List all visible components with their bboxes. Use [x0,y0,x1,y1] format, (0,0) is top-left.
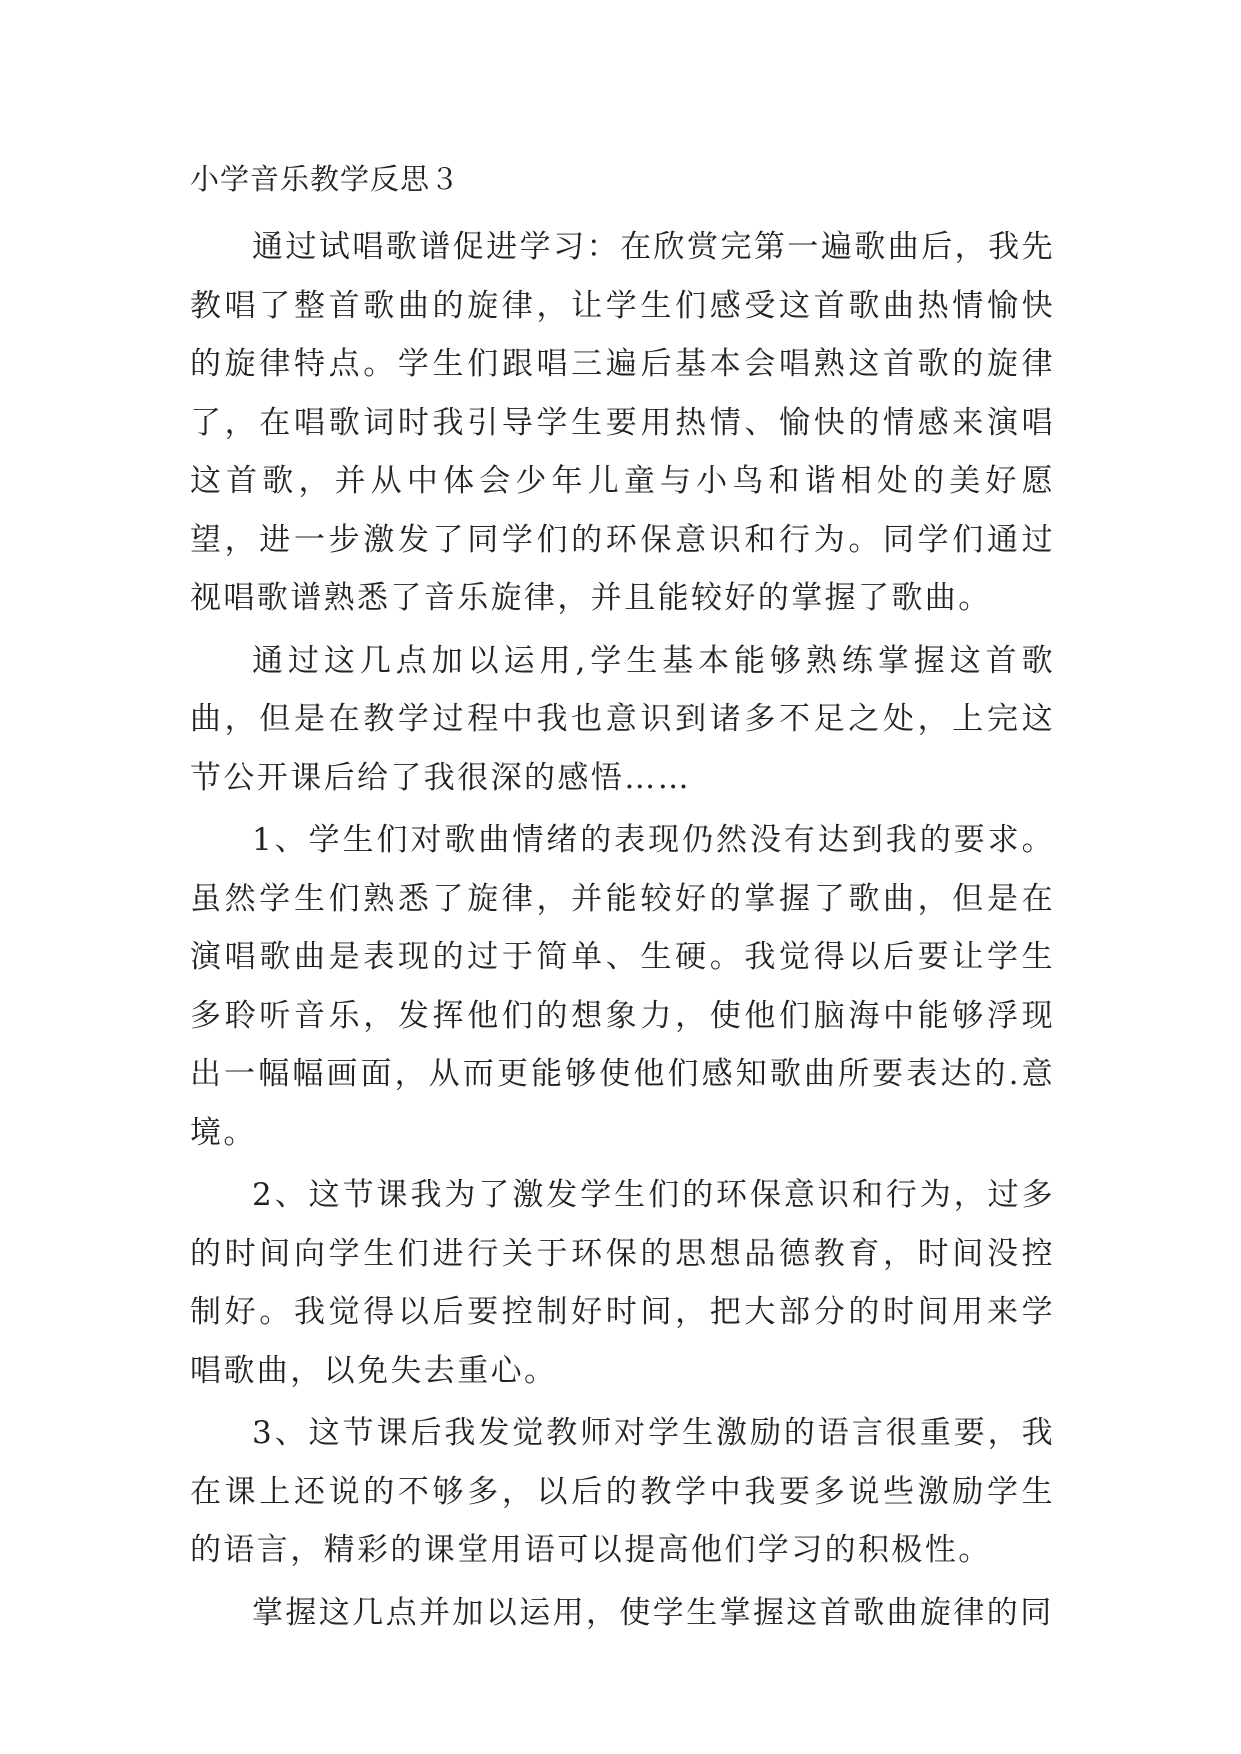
paragraph-5: 3、这节课后我发觉教师对学生激励的语言很重要，我在课上还说的不够多，以后的教学中我要多说些激励学生的语言，精彩的课堂用语可以提高他们学习的积极性。 [190,1415,1055,1568]
document-title: 小学音乐教学反思３ [190,162,461,196]
paragraph-6: 掌握这几点并加以运用，使学生掌握这首歌曲旋律的同 [252,1594,1054,1631]
paragraph-2: 通过这几点加以运用,学生基本能够熟练掌握这首歌曲，但是在教学过程中我也意识到诸多不足之处，上完这节公开课后给了我很深的感悟…… [190,642,1055,796]
document-page [190,150,1055,1642]
paragraph-4: 2、这节课我为了激发学生们的环保意识和行为，过多的时间向学生们进行关于环保的思想品德教育，时间没控制好。我觉得以后要控制好时间，把大部分的时间用来学唱歌曲，以免失去重心。 [190,1177,1055,1389]
paragraph-1: 通过试唱歌谱促进学习：在欣赏完第一遍歌曲后，我先教唱了整首歌曲的旋律，让学生们感受这首歌曲热情愉快的旋律特点。学生们跟唱三遍后基本会唱熟这首歌的旋律了，在唱歌词时我引导学生要用热情、愉快的情感来演唱这首歌，并从中体会少年儿童与小鸟和谐相处的美好愿望，进一步激发了同学们的环保意识和行为。同学们通过视唱歌谱熟悉了音乐旋律，并且能较好的掌握了歌曲。 [190,229,1055,616]
paragraph-3: 1、学生们对歌曲情绪的表现仍然没有达到我的要求。虽然学生们熟悉了旋律，并能较好的掌握了歌曲，但是在演唱歌曲是表现的过于简单、生硬。我觉得以后要让学生多聆听音乐，发挥他们的想象力，使他们脑海中能够浮现出一幅幅画面，从而更能够使他们感知歌曲所要表达的.意境。 [190,822,1055,1151]
